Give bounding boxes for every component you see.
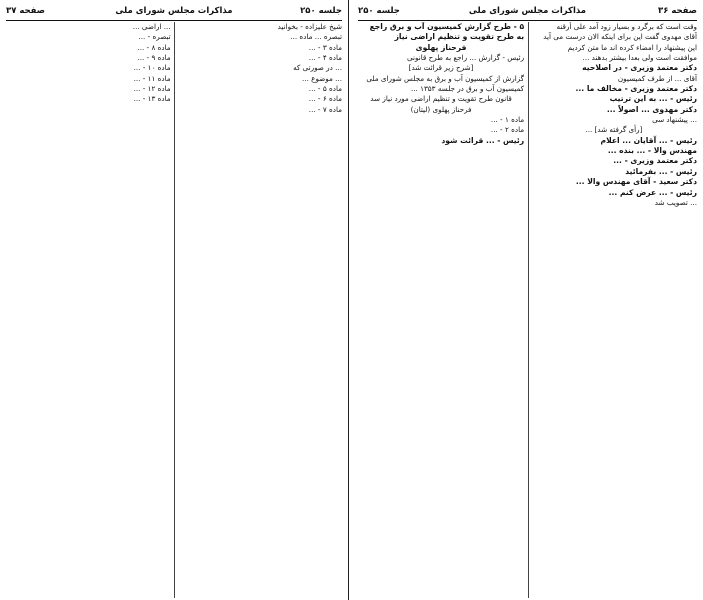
page-37 xyxy=(0,0,349,600)
section-heading: فرحناز پهلوی xyxy=(415,42,467,52)
column-divider xyxy=(528,22,529,598)
header-page-number: صفحه ۳۷ xyxy=(6,6,45,16)
paragraph: ماده ۱۲ - ... xyxy=(133,84,171,94)
speaker-line: مهندس والا - ... بنده ... xyxy=(607,146,697,156)
paragraph: [شرح زیر قرائت شد] xyxy=(408,63,474,73)
paragraph: شیخ علیزاده - بخوانید xyxy=(277,22,342,31)
page-36 xyxy=(352,0,703,600)
speaker-line: دکتر معتمد وزیری - در اصلاحیه xyxy=(582,63,697,73)
page-header xyxy=(6,4,342,21)
paragraph: گزارش از کمیسیون آب و برق به مجلس شورای ملی xyxy=(366,73,525,83)
paragraph: کمیسیون آب و برق در جلسه ۱۳۵۳ ... xyxy=(410,84,525,94)
paragraph: ماده ۹ - ... xyxy=(137,53,171,63)
page-header xyxy=(358,4,697,21)
law-title: فرحناز پهلوی (لیتان) xyxy=(410,104,472,114)
paragraph: ... در صورتی که xyxy=(293,63,342,73)
paragraph: [رأی گرفته شد] ... xyxy=(585,125,643,135)
header-session: جلسه ۲۵۰ xyxy=(358,6,400,16)
article: ماده ۱ - ... xyxy=(490,115,525,125)
paragraph: ماده ۳ - ... xyxy=(308,42,342,52)
paragraph: ماده ۸ - ... xyxy=(137,42,171,52)
text-column-right xyxy=(531,22,697,598)
paragraph: ماده ۵ - ... xyxy=(308,84,342,94)
paragraph: ماده ۱۳ - ... xyxy=(133,94,171,104)
paragraph: ماده ۴ - ... xyxy=(308,53,342,63)
header-title: مذاکرات مجلس شورای ملی xyxy=(468,6,587,16)
column-divider xyxy=(174,22,175,598)
paragraph: آقای مهدوی گفت این برای اینکه الان درست می آید xyxy=(543,32,697,42)
paragraph: آقای ... از طرف کمیسیون xyxy=(617,73,697,83)
speaker-line: دکتر مهدوی ... اصولاً ... xyxy=(606,104,697,114)
paragraph: ... اراضی ... xyxy=(132,22,171,31)
speaker-line: رئیس - ... عرض کنم ... xyxy=(608,187,697,197)
text-column-left xyxy=(6,22,171,598)
header-title: مذاکرات مجلس شورای ملی xyxy=(115,6,233,16)
speaker-line: دکتر سعید - آقای مهندس والا ... xyxy=(575,177,697,187)
article: ماده ۲ - ... xyxy=(490,125,525,135)
paragraph: رئیس - گزارش ... راجع به طرح قانونی xyxy=(406,53,525,63)
section-heading: به طرح تقویت و تنظیم اراضی نیاز xyxy=(394,32,525,42)
paragraph: ... پیشنهاد سی xyxy=(652,115,697,125)
paragraph: این پیشنهاد را امضاء کرده اند ما متن کردیم xyxy=(567,42,697,52)
speaker-line: رئیس - ... بفرمائید xyxy=(625,166,697,176)
text-columns xyxy=(6,22,342,598)
paragraph: ... موضوع ... xyxy=(302,73,342,83)
speaker-line: رئیس - ... آقایان ... اعلام xyxy=(600,135,697,145)
paragraph: ماده ۱۰ - ... xyxy=(133,63,171,73)
speaker-line: دکتر معتمد وزیری - مخالف ما ... xyxy=(575,84,697,94)
text-columns xyxy=(358,22,697,598)
speaker-line: رئیس - ... به این ترتیب xyxy=(609,94,697,104)
paragraph: ماده ۶ - ... xyxy=(308,94,342,104)
paragraph: ماده ۷ - ... xyxy=(308,104,342,114)
section-heading: ۵ - طرح گزارش کمیسیون آب و برق راجع xyxy=(369,22,525,31)
header-page-number: صفحه ۳۶ xyxy=(658,6,697,16)
header-session: جلسه ۲۵۰ xyxy=(300,6,342,16)
speaker-line: رئیس - ... قرائت شود xyxy=(441,135,525,145)
paragraph: وقت است که برگرد و بسیار زود آمد علی أرقنه xyxy=(556,22,697,31)
text-column-right xyxy=(177,22,342,598)
paragraph: تبصره ... ماده ... xyxy=(290,32,342,42)
paragraph: ماده ۱۱ - ... xyxy=(133,73,171,83)
paragraph: موافقت است ولی بعدا بیشتر بدهند ... xyxy=(582,53,697,63)
paragraph: تبصره - ... xyxy=(138,32,171,42)
text-column-left xyxy=(358,22,524,598)
speaker-line: دکتر معتمد وزیری - ... xyxy=(613,156,697,166)
law-title: قانون طرح تقویت و تنظیم اراضی مورد نیاز سد xyxy=(370,94,512,104)
paragraph: ... تصویب شد xyxy=(654,197,697,207)
